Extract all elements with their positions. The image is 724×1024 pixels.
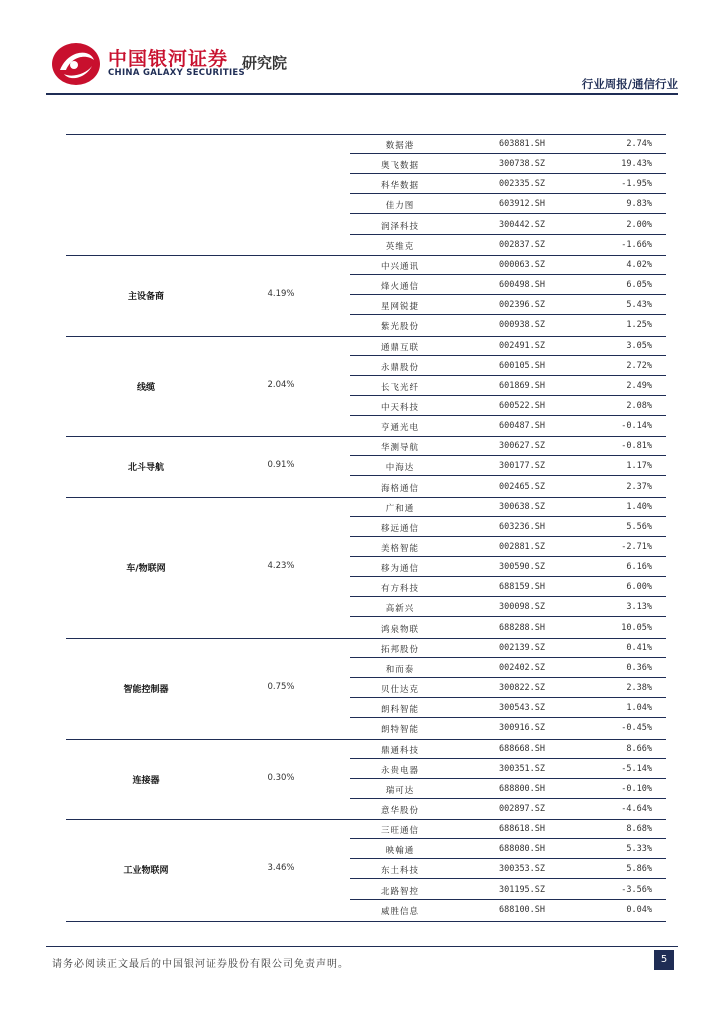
stock-change: 19.43% <box>621 159 652 170</box>
sector-change: 0.75% <box>267 682 295 693</box>
sector-name: 连接器 <box>132 775 160 786</box>
stock-name: 北路智控 <box>380 886 419 897</box>
sector-group <box>66 497 666 638</box>
table-row <box>350 799 666 819</box>
stock-name: 移为通信 <box>380 564 419 575</box>
stock-change: 9.83% <box>626 199 652 210</box>
stock-code: 300351.SZ <box>498 763 546 774</box>
stock-code: 000063.SZ <box>498 259 546 270</box>
table-row <box>350 859 666 879</box>
stock-name: 东土科技 <box>380 866 419 877</box>
stock-name: 数据港 <box>385 141 415 151</box>
stock-name: 紫光股份 <box>380 322 419 333</box>
stock-name: 鼎通科技 <box>380 745 419 756</box>
stock-name: 永贵电器 <box>380 765 419 776</box>
stock-name: 鸿泉物联 <box>380 624 419 635</box>
stock-name: 贝仕达克 <box>380 685 419 696</box>
table-row <box>350 779 666 799</box>
table-row <box>350 436 666 456</box>
table-row <box>350 638 666 658</box>
stock-code: 600522.SH <box>498 400 546 411</box>
sector-group <box>66 134 666 255</box>
page-header <box>0 0 724 100</box>
table-row <box>350 194 666 214</box>
stock-change: 2.38% <box>626 683 652 694</box>
table-row <box>350 537 666 557</box>
stock-change: 1.17% <box>626 461 652 472</box>
stock-code: 300590.SZ <box>498 562 546 573</box>
sector-change: 3.46% <box>267 863 295 874</box>
stock-code: 002139.SZ <box>498 642 546 653</box>
stock-code: 300638.SZ <box>498 501 546 512</box>
report-type: 行业周报/通信行业 <box>581 77 678 91</box>
table-row <box>350 698 666 718</box>
stock-code: 603881.SH <box>498 139 546 149</box>
stock-name: 瑞可达 <box>385 785 415 796</box>
stock-name: 永鼎股份 <box>380 362 419 373</box>
stock-code: 603236.SH <box>498 521 546 532</box>
stock-change: -1.66% <box>621 239 652 250</box>
stock-name: 英维克 <box>385 241 415 252</box>
stock-name: 三旺通信 <box>380 826 419 837</box>
stock-code: 688668.SH <box>498 743 546 754</box>
stock-name: 移远通信 <box>380 523 419 534</box>
table-row <box>350 557 666 577</box>
table-row <box>350 336 666 356</box>
table-row <box>350 658 666 678</box>
sector-group <box>66 638 666 739</box>
table-row <box>350 759 666 779</box>
stock-code: 300822.SZ <box>498 683 546 694</box>
stock-code: 600498.SH <box>498 280 546 291</box>
institute-label: 研究院 <box>242 54 288 72</box>
stock-change: -0.45% <box>621 723 652 734</box>
table-row <box>350 900 666 920</box>
stock-code: 688159.SH <box>498 582 546 593</box>
table-row <box>350 235 666 255</box>
stock-code: 300916.SZ <box>498 723 546 734</box>
disclaimer-text: 请务必阅读正文最后的中国银河证券股份有限公司免责声明。 <box>52 959 349 970</box>
sector-name: 智能控制器 <box>123 685 169 696</box>
table-row <box>350 497 666 517</box>
stock-name: 长飞光纤 <box>380 382 419 393</box>
table-row <box>350 396 666 416</box>
stock-code: 300627.SZ <box>498 441 546 452</box>
stock-name: 中天科技 <box>380 402 419 413</box>
stock-name: 拓邦股份 <box>380 644 419 655</box>
brand-name-cn: 中国银河证券 <box>108 48 229 70</box>
stock-code: 002897.SZ <box>498 803 546 814</box>
table-row <box>350 477 666 497</box>
stock-change: 3.05% <box>626 340 652 351</box>
stock-name: 有方科技 <box>380 584 419 595</box>
stock-change: 2.00% <box>626 219 652 230</box>
sector-group <box>66 819 666 920</box>
stock-change: 2.37% <box>626 481 652 492</box>
table-row <box>350 880 666 900</box>
stock-change: 5.43% <box>626 300 652 311</box>
stock-code: 300738.SZ <box>498 159 546 170</box>
stock-change: 6.05% <box>626 280 652 291</box>
table-row <box>350 577 666 597</box>
sector-group <box>66 336 666 437</box>
stock-code: 000938.SZ <box>498 320 546 331</box>
table-row <box>350 315 666 335</box>
sector-change: 0.30% <box>267 772 295 783</box>
stock-change: 2.49% <box>626 380 652 391</box>
stock-name: 映翰通 <box>385 846 415 857</box>
sector-group <box>66 436 666 496</box>
stock-change: 0.36% <box>626 662 652 673</box>
stock-name: 朗科智能 <box>380 705 419 716</box>
stock-name: 亨通光电 <box>380 423 419 434</box>
stock-name: 海格通信 <box>380 483 419 494</box>
stock-code: 300543.SZ <box>498 703 546 714</box>
table-row <box>350 255 666 275</box>
stock-change: 1.40% <box>626 501 652 512</box>
stock-code: 002881.SZ <box>498 541 546 552</box>
stock-change: -2.71% <box>621 541 652 552</box>
stock-code: 688618.SH <box>498 824 546 835</box>
stock-change: 5.86% <box>626 864 652 875</box>
stock-change: -0.81% <box>621 441 652 452</box>
stock-code: 600105.SH <box>498 360 546 371</box>
stock-change: 10.05% <box>621 622 652 633</box>
stock-code: 002837.SZ <box>498 239 546 250</box>
table-row <box>350 819 666 839</box>
stock-code: 600487.SH <box>498 421 546 432</box>
stock-name: 和而泰 <box>385 664 415 675</box>
stock-change: -3.56% <box>621 884 652 895</box>
galaxy-logo-icon <box>50 40 102 88</box>
sector-name: 工业物联网 <box>123 866 169 877</box>
table-row <box>350 597 666 617</box>
brand-name-en: CHINA GALAXY SECURITIES <box>108 68 245 78</box>
stock-change: 2.74% <box>626 139 652 149</box>
footer-divider <box>46 946 678 947</box>
table-row <box>350 275 666 295</box>
stock-code: 002396.SZ <box>498 300 546 311</box>
table-row <box>350 356 666 376</box>
sector-change: 2.04% <box>267 379 295 390</box>
stock-code: 301195.SZ <box>498 884 546 895</box>
table-row <box>350 376 666 396</box>
stock-change: 4.02% <box>626 259 652 270</box>
stock-change: -0.14% <box>621 421 652 432</box>
sector-group <box>66 739 666 820</box>
table-row <box>350 416 666 436</box>
table-row <box>350 154 666 174</box>
table-row <box>350 739 666 759</box>
stock-name: 科华数据 <box>380 181 419 192</box>
table-row <box>350 618 666 638</box>
stock-name: 华测导航 <box>380 443 419 454</box>
stock-code: 688800.SH <box>498 783 546 794</box>
table-row <box>350 678 666 698</box>
table-row <box>350 456 666 476</box>
stock-change: 2.72% <box>626 360 652 371</box>
table-row <box>350 134 666 154</box>
stock-change: 3.13% <box>626 602 652 613</box>
stock-name: 高新兴 <box>385 604 415 615</box>
stock-name: 佳力图 <box>385 201 415 212</box>
table-row <box>350 839 666 859</box>
stock-change: 1.25% <box>626 320 652 331</box>
stock-change: 8.68% <box>626 824 652 835</box>
table-row <box>350 718 666 738</box>
stock-change: 8.66% <box>626 743 652 754</box>
stock-change: -5.14% <box>621 763 652 774</box>
stock-name: 广和通 <box>385 503 415 514</box>
stock-code: 002402.SZ <box>498 662 546 673</box>
stock-name: 中海达 <box>385 463 415 474</box>
stock-code: 688100.SH <box>498 904 546 915</box>
sector-group <box>66 255 666 336</box>
stock-change: -4.64% <box>621 803 652 814</box>
stock-name: 朗特智能 <box>380 725 419 736</box>
sector-name: 主设备商 <box>127 292 164 303</box>
stock-change: 0.41% <box>626 642 652 653</box>
stock-code: 002491.SZ <box>498 340 546 351</box>
stock-name: 中兴通讯 <box>380 261 419 272</box>
stock-change: 6.16% <box>626 562 652 573</box>
stock-code: 300098.SZ <box>498 602 546 613</box>
table-row <box>350 517 666 537</box>
table-row <box>350 174 666 194</box>
stock-code: 688080.SH <box>498 844 546 855</box>
stock-code: 688288.SH <box>498 622 546 633</box>
stock-name: 润泽科技 <box>380 221 419 232</box>
stock-name: 通鼎互联 <box>380 342 419 353</box>
stock-code: 002465.SZ <box>498 481 546 492</box>
table-row <box>350 295 666 315</box>
stock-code: 601869.SH <box>498 380 546 391</box>
stock-code: 002335.SZ <box>498 179 546 190</box>
sector-change: 0.91% <box>267 460 295 471</box>
table-row <box>350 215 666 235</box>
stock-change: 5.33% <box>626 844 652 855</box>
stock-name: 美格智能 <box>380 543 419 554</box>
sector-name: 车/物联网 <box>126 564 166 575</box>
stock-change: 6.00% <box>626 582 652 593</box>
sector-change: 4.19% <box>267 289 295 300</box>
sector-name: 北斗导航 <box>127 463 164 474</box>
stock-name: 星网锐捷 <box>380 302 419 313</box>
stock-name: 奥飞数据 <box>380 161 419 172</box>
stock-code: 300353.SZ <box>498 864 546 875</box>
page-number: 5 <box>654 950 674 970</box>
header-divider <box>46 93 678 95</box>
stock-name: 意华股份 <box>380 805 419 816</box>
stock-name: 烽火通信 <box>380 282 419 293</box>
stock-change: 1.04% <box>626 703 652 714</box>
stock-change: 5.56% <box>626 521 652 532</box>
sector-name: 线缆 <box>136 382 155 393</box>
stock-change: 2.08% <box>626 400 652 411</box>
stock-change: -1.95% <box>621 179 652 190</box>
stock-code: 300177.SZ <box>498 461 546 472</box>
table-bottom-rule <box>66 921 666 922</box>
stock-code: 300442.SZ <box>498 219 546 230</box>
sector-change: 4.23% <box>267 561 295 572</box>
stock-change: -0.10% <box>621 783 652 794</box>
stock-name: 威胜信息 <box>380 906 419 917</box>
stock-code: 603912.SH <box>498 199 546 210</box>
stock-change: 0.04% <box>626 904 652 915</box>
